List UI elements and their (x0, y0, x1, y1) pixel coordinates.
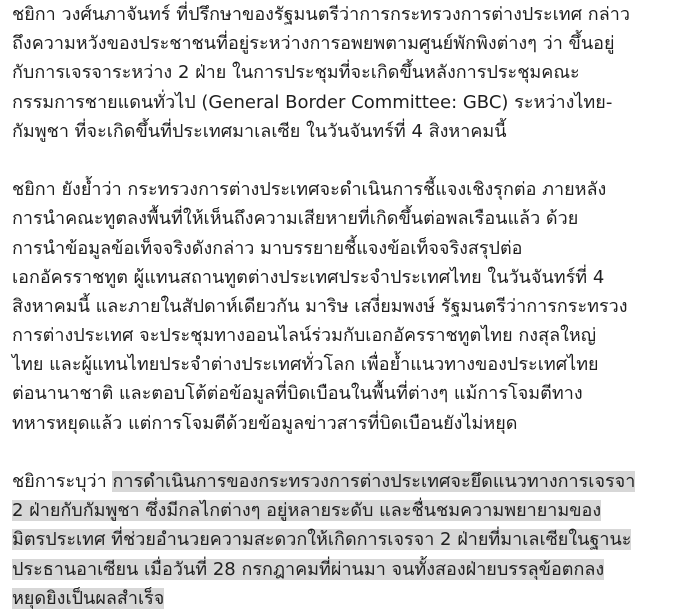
paragraph-line (12, 584, 684, 613)
paragraph-line: ทหารหยุดแล้ว แต่การโจมตีด้วยข้อมูลข่าวสารที่บิดเบือนยังไม่หยุด (12, 412, 518, 434)
paragraph-2 (12, 175, 684, 438)
paragraph-lead-text: ชยิการะบุว่า (12, 471, 113, 492)
paragraph-line: ชยิกา ยังย้ำว่า กระทรวงการต่างประเทศจะดำเนินการชี้แจงเชิงรุกต่อ ภายหลัง (12, 179, 607, 201)
paragraph-1 (12, 0, 684, 146)
paragraph-line: กับการเจรจาระหว่าง 2 ฝ่าย ในการประชุมที่จะเกิดขึ้นหลังการประชุมคณะ (12, 62, 580, 84)
paragraph-spacer (12, 438, 684, 467)
highlighted-text: การดำเนินการของกระทรวงการต่างประเทศจะยึดแนวทางการเจรจา (112, 471, 636, 492)
paragraph-line (12, 525, 684, 554)
highlighted-text: หยุดยิงเป็นผลสำเร็จ (12, 587, 165, 609)
highlighted-text: ประธานอาเซียน เมื่อวันที่ 28 กรกฎาคมที่ผ่านมา จนทั้งสองฝ่ายบรรลุข้อตกลง (12, 558, 605, 580)
paragraph-line: การต่างประเทศ จะประชุมทางออนไลน์ร่วมกับเอกอัครราชทูตไทย กงสุลใหญ่ (12, 325, 597, 347)
paragraph-line (12, 496, 684, 525)
paragraph-line: การนำคณะทูตลงพื้นที่ให้เห็นถึงความเสียหายที่เกิดขึ้นต่อพลเรือนแล้ว ด้วย (12, 208, 579, 230)
paragraph-line: ถึงความหวังของประชาชนที่อยู่ระหว่างการอพยพตามศูนย์พักพิงต่างๆ ว่า ขึ้นอยู่ (12, 33, 615, 55)
paragraph-line (12, 467, 684, 496)
paragraph-line: กรรมการชายแดนทั่วไป (General Border Committee: GBC) ระหว่างไทย- (12, 91, 613, 113)
paragraph-3 (12, 467, 684, 613)
article-body (12, 0, 684, 613)
paragraph-line: ต่อนานาชาติ และตอบโต้ต่อข้อมูลที่บิดเบือนในพื้นที่ต่างๆ แม้การโจมตีทาง (12, 383, 583, 405)
paragraph-line: ชยิกา วงศ์นภาจันทร์ ที่ปรึกษาของรัฐมนตรีว่าการกระทรวงการต่างประเทศ กล่าว (12, 4, 630, 25)
highlighted-text: 2 ฝ่ายกับกัมพูชา ซึ่งมีกลไกต่างๆ อยู่หลายระดับ และชื่นชมความพยายามของ (12, 500, 602, 522)
paragraph-line: ไทย และผู้แทนไทยประจำต่างประเทศทั่วโลก เพื่อย้ำแนวทางของประเทศไทย (12, 354, 599, 376)
paragraph-line (12, 555, 684, 584)
highlighted-text: มิตรประเทศ ที่ช่วยอำนวยความสะดวกให้เกิดการเจรจา 2 ฝ่ายที่มาเลเซียในฐานะ (12, 529, 632, 551)
paragraph-line: สิงหาคมนี้ และภายในสัปดาห์เดียวกัน มาริษ เสงี่ยมพงษ์ รัฐมนตรีว่าการกระทรวง (12, 295, 628, 317)
paragraph-spacer (12, 146, 684, 175)
paragraph-line: กัมพูชา ที่จะเกิดขึ้นที่ประเทศมาเลเซีย ในวันจันทร์ที่ 4 สิงหาคมนี้ (12, 120, 507, 142)
paragraph-line: การนำข้อมูลข้อเท็จจริงดังกล่าว มาบรรยายชี้แจงข้อเท็จจริงสรุปต่อ (12, 237, 523, 259)
paragraph-line: เอกอัครราชทูต ผู้แทนสถานทูตต่างประเทศประจำประเทศไทย ในวันจันทร์ที่ 4 (12, 266, 605, 288)
